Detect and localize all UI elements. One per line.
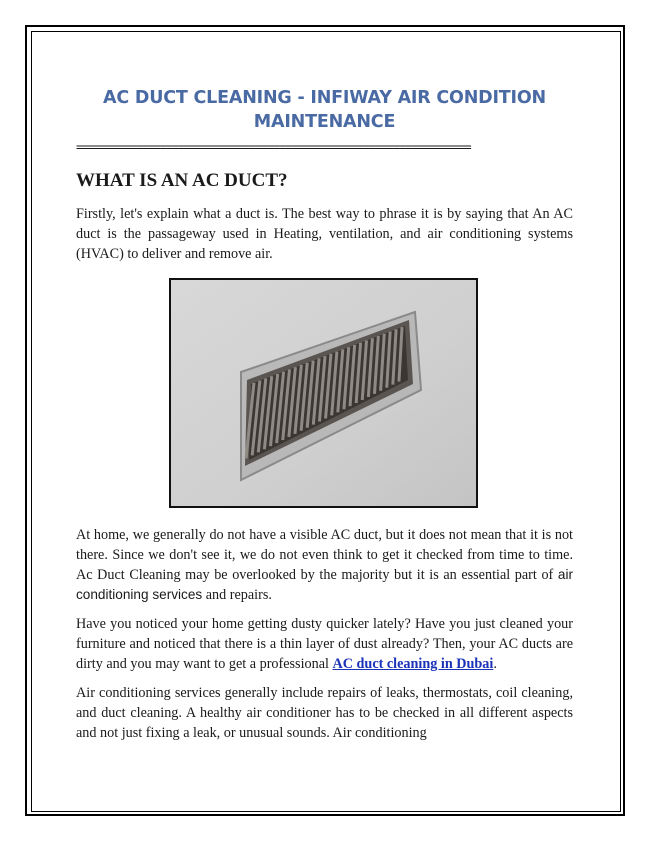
vent-illustration [171,280,476,506]
paragraph-home [76,525,573,605]
document-title: AC DUCT CLEANING - INFIWAY AIR CONDITION MAINTENANCE [103,88,546,132]
paragraph-dust-text-c: . [493,656,497,672]
air-vent-photo [169,278,478,508]
paragraph-services: Air conditioning services generally include repairs of leaks, thermostats, coil cleaning, and duct cleaning. A healthy air conditioner has to be checked in all different aspects and not just fixing a leak, or unusual sounds. Air conditioning [76,685,573,741]
paragraph-home-text-c: and repairs. [202,587,272,603]
paragraph-dust [76,614,573,674]
paragraph-intro: Firstly, let's explain what a duct is. The best way to phrase it is by saying that An AC duct is the passageway used in Heating, ventilation, and air conditioning systems (HVAC) to deliver and remove air. [76,206,573,262]
document-body [76,86,573,743]
separator-line: ================================================================== [76,140,471,154]
section-heading: WHAT IS AN AC DUCT? [76,170,288,191]
paragraph-home-text-a: At home, we generally do not have a visible AC duct, but it does not mean that it is not there. Since we don't see it, we do not even think to get it checked from time to time. Ac Duct Cleaning may be overlooked by the majority but it is an essential part of [76,527,573,583]
duct-cleaning-link[interactable]: AC duct cleaning in Dubai [332,656,494,672]
paragraph-home-services: air conditioning services [76,567,573,602]
paragraph-dust-text-a: Have you noticed your home getting dusty quicker lately? Have you just cleaned your furniture and noticed that there is a thin layer of dust already? Then, your AC ducts are dirty and you may want to get a professional [76,616,573,672]
